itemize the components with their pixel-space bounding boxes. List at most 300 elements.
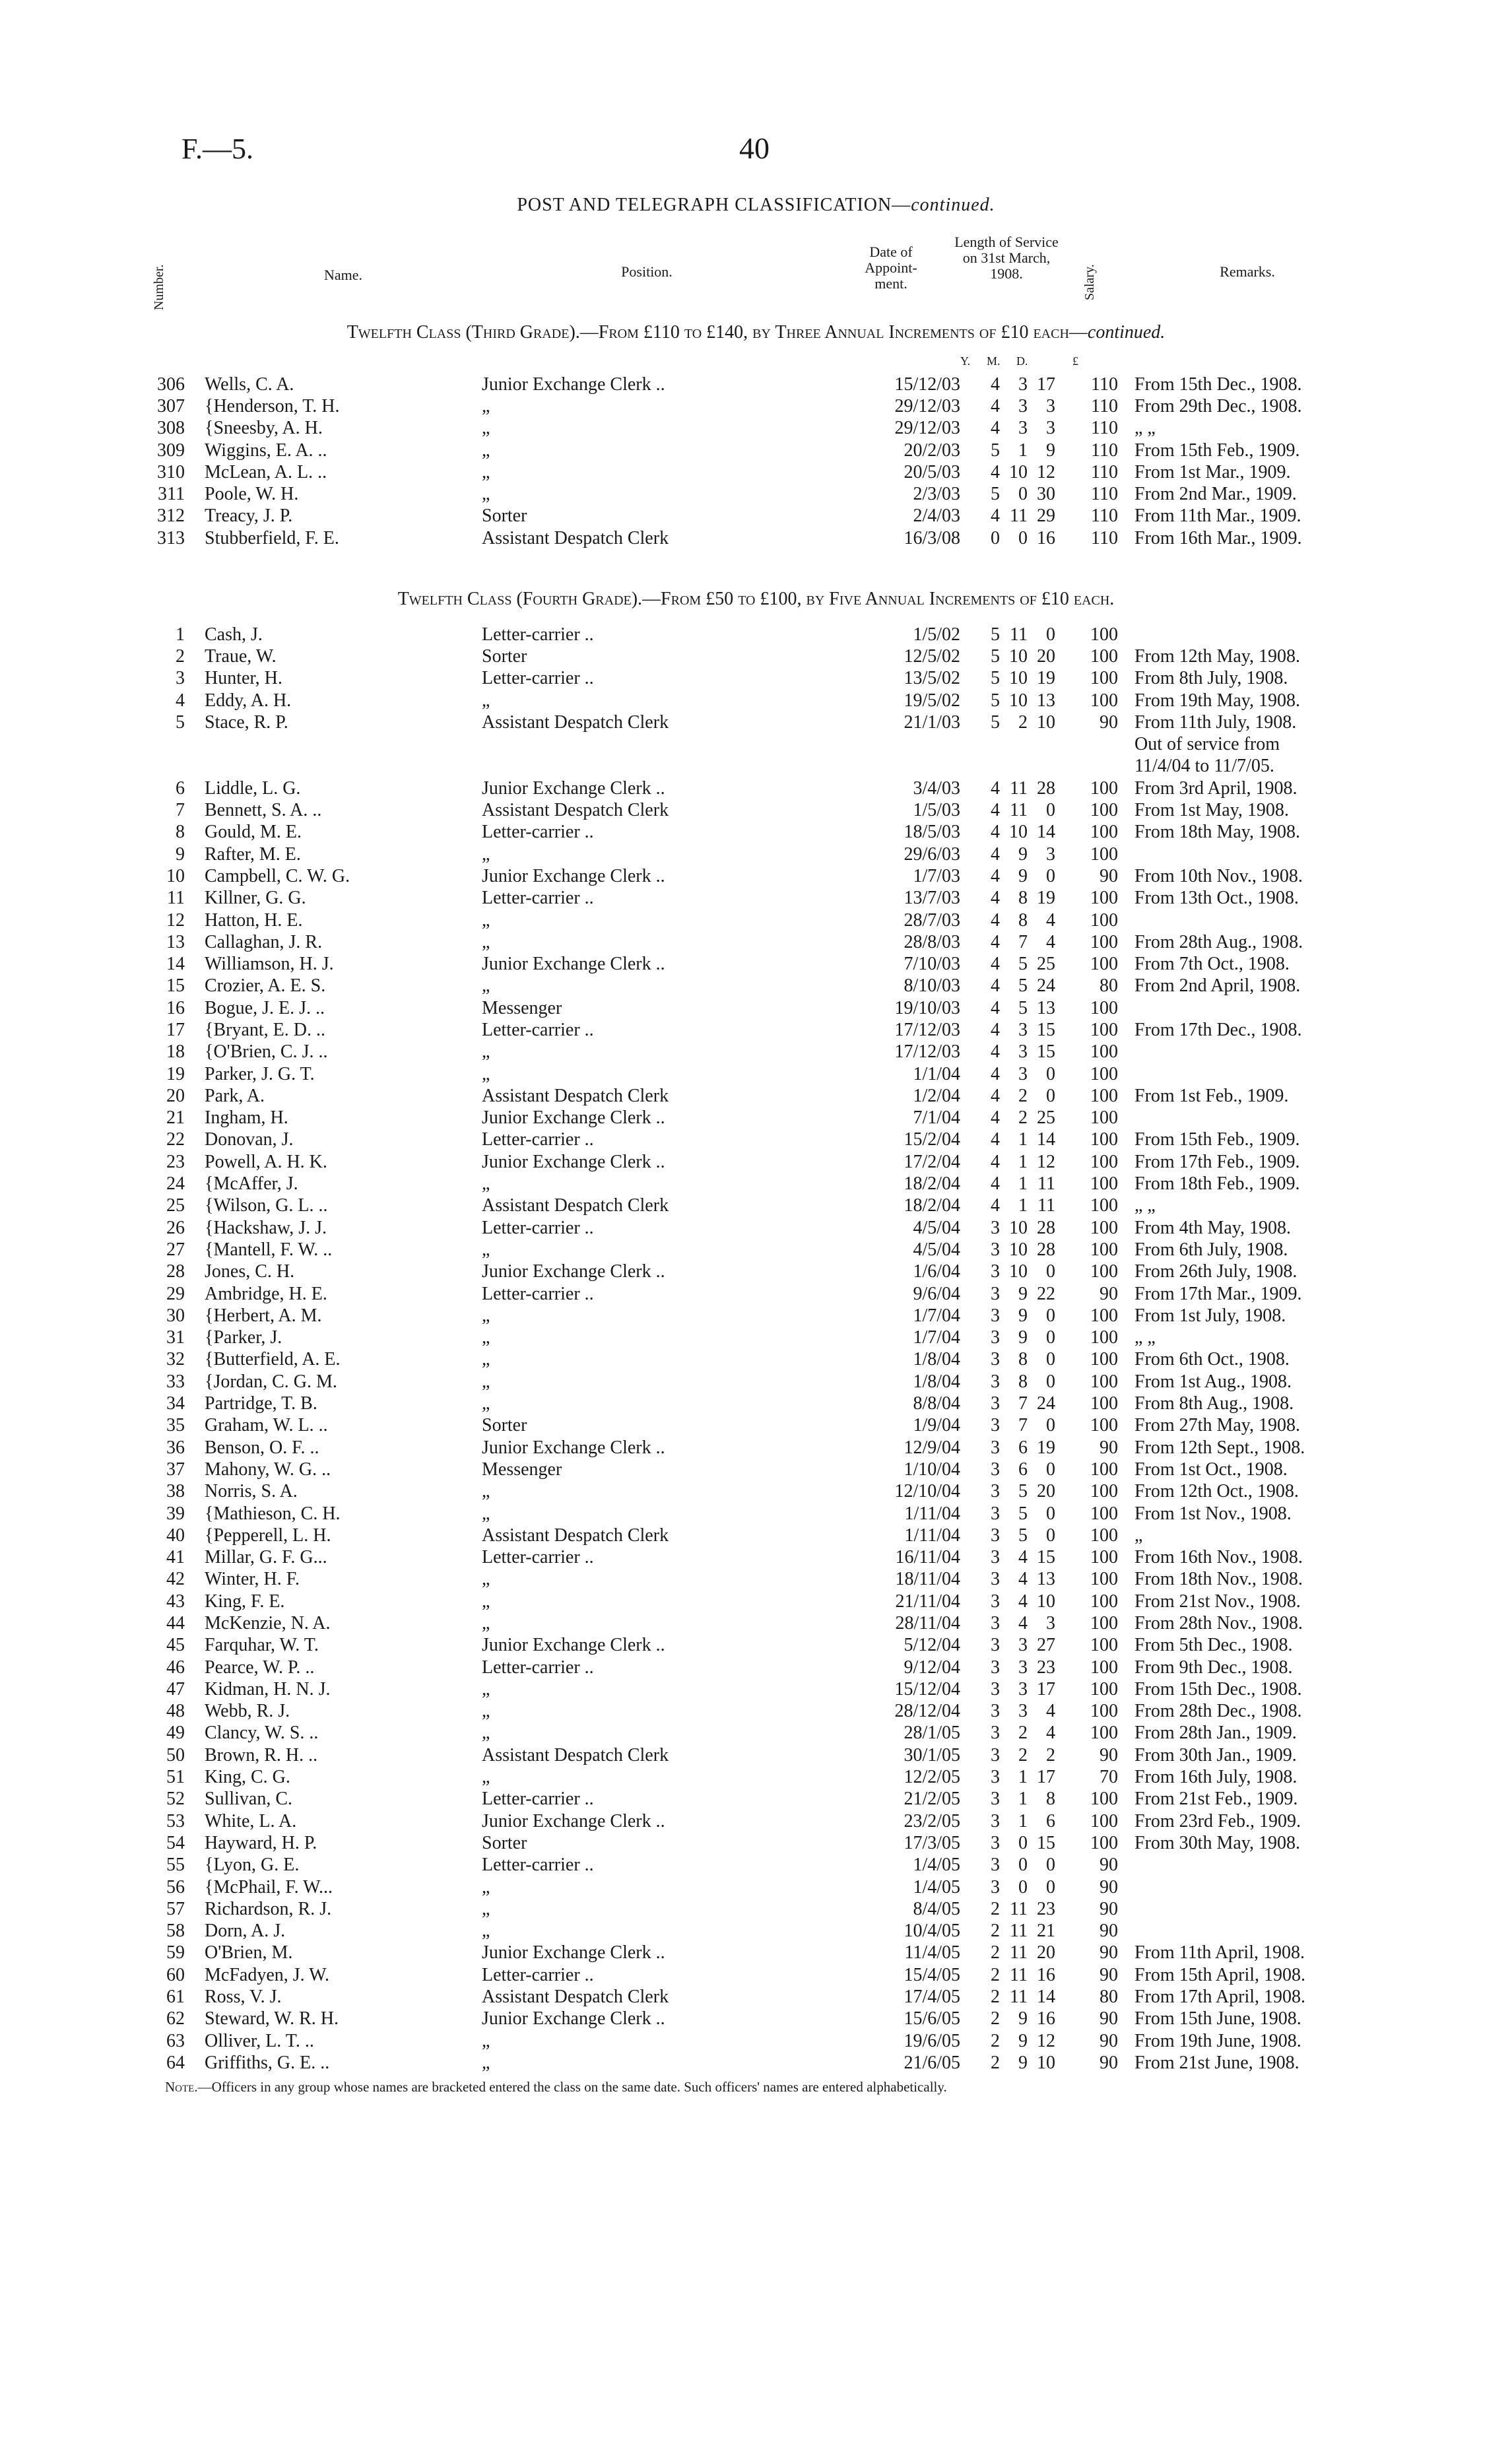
cell-rem: 11/4/04 to 11/7/05.: [1134, 756, 1274, 777]
cell-pos: Junior Exchange Clerk ..: [482, 2008, 665, 2029]
cell-m: 11: [1010, 1942, 1028, 1963]
cell-sal: 90: [1100, 1283, 1118, 1304]
cell-name: {Pepperell, L. H.: [205, 1525, 331, 1546]
table-row: [0, 822, 1412, 843]
cell-rem: From 21st Feb., 1909.: [1134, 1789, 1298, 1810]
cell-sal: 100: [1090, 1107, 1118, 1129]
cell-m: 0: [1018, 527, 1028, 548]
cell-n: 60: [166, 1964, 185, 1985]
cell-m: 3: [1018, 1657, 1028, 1678]
table-row: [0, 1415, 1412, 1437]
cell-pos: Sorter: [482, 645, 527, 667]
cell-y: 5: [991, 645, 1000, 667]
cell-n: 13: [166, 931, 185, 952]
cell-d: 9: [1046, 440, 1055, 461]
cell-date: 7/1/04: [913, 1107, 960, 1129]
cell-pos: „: [482, 1327, 490, 1348]
cell-date: 1/7/04: [913, 1327, 960, 1348]
cell-rem: From 26th July, 1908.: [1134, 1261, 1298, 1282]
cell-pos: Messenger: [482, 997, 562, 1018]
cell-n: 4: [176, 690, 185, 711]
cell-pos: „: [482, 1371, 490, 1392]
cell-m: 5: [1018, 1481, 1028, 1502]
cell-sal: 100: [1090, 1613, 1118, 1633]
cell-d: 0: [1046, 1855, 1055, 1876]
cell-n: 46: [166, 1657, 185, 1678]
cell-sal: 100: [1090, 1591, 1118, 1612]
cell-y: 3: [991, 1437, 1000, 1458]
cell-date: 1/8/04: [913, 1349, 960, 1370]
cell-name: {Jordan, C. G. M.: [205, 1371, 337, 1392]
cell-d: 10: [1037, 2052, 1055, 2073]
cell-m: 5: [1018, 975, 1028, 997]
cell-pos: „: [482, 1613, 490, 1633]
cell-date: 16/11/04: [895, 1547, 960, 1568]
table-row: [0, 1855, 1412, 1876]
cell-rem: From 11th April, 1908.: [1134, 1942, 1305, 1963]
cell-m: 11: [1010, 800, 1028, 821]
table-row: [0, 1261, 1412, 1283]
cell-pos: „: [482, 931, 490, 952]
cell-n: 31: [166, 1327, 185, 1348]
cell-n: 33: [166, 1371, 185, 1392]
cell-sal: 100: [1090, 997, 1118, 1018]
cell-sal: 90: [1100, 1437, 1118, 1458]
cell-n: 36: [166, 1437, 185, 1458]
unit-pound: £: [1072, 354, 1078, 368]
cell-m: 11: [1010, 1898, 1028, 1919]
cell-n: 5: [176, 711, 185, 733]
cell-sal: 100: [1090, 1547, 1118, 1568]
cell-m: 10: [1009, 690, 1028, 711]
table-row: [0, 1327, 1412, 1349]
cell-pos: „: [482, 1723, 490, 1744]
cell-n: 51: [166, 1767, 185, 1788]
cell-y: 3: [991, 1239, 1000, 1260]
cell-rem: From 21st Nov., 1908.: [1134, 1591, 1301, 1612]
cell-n: 53: [166, 1810, 185, 1831]
cell-pos: „: [482, 1173, 490, 1195]
cell-date: 18/5/03: [904, 822, 960, 843]
cell-m: 10: [1009, 1239, 1028, 1260]
cell-m: 4: [1018, 1613, 1028, 1633]
cell-sal: 90: [1100, 2008, 1118, 2029]
cell-name: Parker, J. G. T.: [205, 1063, 315, 1084]
cell-y: 4: [991, 888, 1000, 909]
cell-y: 4: [991, 997, 1000, 1018]
table-row: [0, 1019, 1412, 1041]
cell-name: {Mantell, F. W. ..: [205, 1239, 333, 1260]
cell-name: Partridge, T. B.: [205, 1393, 317, 1414]
table-row: [0, 2030, 1412, 2052]
cell-name: Killner, G. G.: [205, 888, 306, 909]
cell-pos: Assistant Despatch Clerk: [482, 527, 669, 548]
cell-name: Gould, M. E.: [205, 822, 302, 843]
cell-pos: Letter-carrier ..: [482, 1129, 594, 1150]
cell-y: [980, 733, 1000, 755]
cell-sal: 100: [1090, 645, 1118, 667]
cell-d: 0: [1046, 1503, 1055, 1524]
cell-rem: From 11th Mar., 1909.: [1134, 506, 1301, 527]
cell-n: 14: [166, 954, 185, 975]
unit-m: M.: [987, 354, 1001, 368]
cell-date: [855, 756, 980, 777]
cell-d: 27: [1037, 1635, 1055, 1656]
cell-d: 3: [1046, 418, 1055, 439]
cell-n: 8: [176, 822, 185, 843]
cell-y: 2: [991, 1942, 1000, 1963]
cell-rem: [1134, 1898, 1412, 1920]
cell-m: 1: [1018, 1129, 1028, 1150]
cell-y: 3: [991, 1678, 1000, 1699]
cell-date: 28/7/03: [904, 909, 960, 931]
cell-n: 45: [166, 1635, 185, 1656]
cell-date: 17/2/04: [904, 1151, 960, 1172]
cell-n: 21: [166, 1107, 185, 1129]
cell-date: 15/2/04: [904, 1129, 960, 1150]
cell-pos: Letter-carrier ..: [482, 1547, 594, 1568]
cell-y: 4: [991, 418, 1000, 439]
cell-pos: Letter-carrier ..: [482, 1789, 594, 1810]
cell-pos: Junior Exchange Clerk ..: [482, 777, 665, 799]
table-row: [0, 374, 1412, 395]
cell-name: {Bryant, E. D. ..: [205, 1019, 325, 1040]
cell-y: 5: [991, 624, 1000, 645]
cell-date: 30/1/05: [904, 1744, 960, 1765]
cell-date: 10/4/05: [904, 1921, 960, 1942]
cell-d: 21: [1037, 1921, 1055, 1942]
table-row: [0, 1612, 1412, 1634]
cell-d: 25: [1037, 954, 1055, 975]
cell-n: 11: [167, 888, 185, 909]
cell-m: 8: [1018, 1371, 1028, 1392]
page-number: 40: [739, 131, 770, 165]
cell-n: 1: [176, 624, 185, 645]
cell-y: 4: [991, 506, 1000, 527]
cell-y: 2: [991, 1987, 1000, 2008]
cell-y: 3: [991, 1525, 1000, 1546]
cell-pos: „: [482, 1349, 490, 1370]
cell-m: 3: [1018, 1019, 1028, 1040]
cell-sal: 100: [1090, 1459, 1118, 1480]
cell-rem: From 15th Dec., 1908.: [1134, 374, 1302, 395]
table-row: [0, 1591, 1412, 1612]
cell-date: 28/1/05: [904, 1723, 960, 1744]
cell-sal: 100: [1090, 954, 1118, 975]
cell-sal: 100: [1090, 1415, 1118, 1436]
cell-m: 7: [1018, 1415, 1028, 1436]
cell-d: 15: [1037, 1832, 1055, 1853]
cell-date: 1/9/04: [913, 1415, 960, 1436]
cell-d: 0: [1046, 624, 1055, 645]
cell-n: 2: [176, 645, 185, 667]
cell-name: O'Brien, M.: [205, 1942, 293, 1963]
cell-y: 4: [991, 1019, 1000, 1040]
table-row: [0, 527, 1412, 549]
cell-y: 4: [991, 800, 1000, 821]
cell-m: 5: [1018, 1525, 1028, 1546]
cell-name: Treacy, J. P.: [205, 506, 293, 527]
cell-y: 4: [991, 374, 1000, 395]
cell-d: 0: [1046, 1327, 1055, 1348]
table-row: [0, 1503, 1412, 1525]
cell-rem: From 5th Dec., 1908.: [1134, 1635, 1293, 1656]
cell-pos: Letter-carrier ..: [482, 624, 594, 645]
cell-m: 11: [1010, 777, 1028, 799]
cell-d: 0: [1046, 1876, 1055, 1897]
cell-m: 9: [1018, 1305, 1028, 1326]
cell-y: 4: [991, 1195, 1000, 1216]
cell-name: McLean, A. L. ..: [205, 461, 327, 482]
cell-date: 1/8/04: [913, 1371, 960, 1392]
cell-rem: From 1st Nov., 1908.: [1134, 1503, 1292, 1524]
cell-d: 11: [1037, 1173, 1055, 1195]
cell-y: 4: [991, 954, 1000, 975]
cell-date: 21/6/05: [904, 2052, 960, 2073]
cell-rem: From 8th Aug., 1908.: [1134, 1393, 1294, 1414]
cell-d: 0: [1046, 1371, 1055, 1392]
cell-y: 3: [991, 1767, 1000, 1788]
cell-m: 5: [1018, 1503, 1028, 1524]
cell-rem: From 16th Nov., 1908.: [1134, 1547, 1303, 1568]
cell-y: 3: [991, 1305, 1000, 1326]
cell-m: 0: [1018, 1832, 1028, 1853]
cell-date: 1/10/04: [904, 1459, 960, 1480]
cell-d: 28: [1037, 1217, 1055, 1238]
cell-date: 4/5/04: [913, 1217, 960, 1238]
cell-m: 3: [1018, 418, 1028, 439]
cell-rem: From 18th Nov., 1908.: [1134, 1569, 1303, 1590]
cell-name: Poole, W. H.: [205, 484, 299, 505]
table-row: [0, 777, 1412, 799]
table-row: [0, 975, 1412, 997]
cell-name: Callaghan, J. R.: [205, 931, 323, 952]
cell-sal: [1055, 733, 1134, 755]
cell-d: 12: [1037, 1151, 1055, 1172]
table-row: [0, 1701, 1412, 1723]
cell-sal: 100: [1090, 1173, 1118, 1195]
cell-d: 15: [1037, 1041, 1055, 1063]
cell-pos: Junior Exchange Clerk ..: [482, 374, 665, 395]
cell-pos: „: [482, 1898, 490, 1919]
cell-pos: Junior Exchange Clerk ..: [482, 954, 665, 975]
cell-sal: 100: [1090, 931, 1118, 952]
cell-n: 35: [166, 1415, 185, 1436]
cell-rem: [1134, 1921, 1412, 1942]
cell-d: 10: [1037, 1591, 1055, 1612]
cell-d: 0: [1046, 1063, 1055, 1084]
cell-sal: 110: [1091, 395, 1118, 416]
cell-name: Ross, V. J.: [205, 1987, 282, 2008]
cell-n: 56: [166, 1876, 185, 1897]
cell-m: 9: [1018, 843, 1028, 865]
cell-date: 7/10/03: [904, 954, 960, 975]
cell-m: 11: [1010, 624, 1028, 645]
cell-y: 4: [991, 909, 1000, 931]
cell-n: 41: [166, 1547, 185, 1568]
table-row: [0, 1195, 1412, 1217]
cell-rem: From 1st Oct., 1908.: [1134, 1459, 1288, 1480]
cell-y: 3: [991, 1393, 1000, 1414]
cell-sal: 100: [1090, 1481, 1118, 1502]
cell-rem: From 2nd April, 1908.: [1134, 975, 1301, 997]
cell-m: 5: [1018, 997, 1028, 1018]
cell-pos: „: [482, 843, 490, 865]
cell-m: 9: [1018, 2030, 1028, 2051]
cell-sal: 100: [1090, 1217, 1118, 1238]
cell-name: Stace, R. P.: [205, 711, 288, 733]
cell-name: Millar, G. F. G...: [205, 1547, 327, 1568]
cell-name: Ambridge, H. E.: [205, 1283, 327, 1304]
cell-pos: Messenger: [482, 1459, 562, 1480]
cell-sal: 100: [1090, 668, 1118, 689]
cell-sal: 100: [1090, 909, 1118, 931]
cell-name: Bennett, S. A. ..: [205, 800, 322, 821]
cell-d: 0: [1046, 1525, 1055, 1546]
cell-rem: From 15th April, 1908.: [1134, 1964, 1306, 1985]
cell-d: 13: [1037, 690, 1055, 711]
cell-y: 2: [991, 1964, 1000, 1985]
cell-y: 4: [991, 461, 1000, 482]
table-row: [0, 756, 1412, 777]
cell-date: 1/1/04: [913, 1063, 960, 1084]
cell-name: {McAffer, J.: [205, 1173, 298, 1195]
cell-n: 311: [158, 484, 185, 505]
table-row: [0, 395, 1412, 417]
cell-d: 14: [1037, 1129, 1055, 1150]
cell-date: 19/10/03: [894, 997, 960, 1018]
table-row: [0, 1678, 1412, 1700]
header-date: Date of Appoint-ment.: [865, 244, 917, 292]
cell-y: 4: [991, 1173, 1000, 1195]
cell-date: 23/2/05: [904, 1810, 960, 1831]
table-row: [0, 645, 1412, 667]
cell-pos: „: [482, 1767, 490, 1788]
cell-m: 3: [1018, 374, 1028, 395]
cell-rem: From 3rd April, 1908.: [1134, 777, 1298, 799]
table-row: [0, 1744, 1412, 1766]
page-title: [0, 195, 1512, 216]
cell-sal: 100: [1090, 690, 1118, 711]
table-row: [0, 1437, 1412, 1459]
cell-rem: From 1st Feb., 1909.: [1134, 1085, 1289, 1106]
cell-name: {Lyon, G. E.: [205, 1855, 300, 1876]
cell-y: 3: [991, 1855, 1000, 1876]
table-row: [0, 1921, 1412, 1942]
cell-rem: Out of service from: [1134, 734, 1280, 755]
cell-rem: [1134, 843, 1412, 865]
cell-y: 4: [991, 865, 1000, 886]
cell-pos: Letter-carrier ..: [482, 1283, 594, 1304]
cell-pos: Junior Exchange Clerk ..: [482, 1151, 665, 1172]
cell-pos: „: [482, 1305, 490, 1326]
table-row: [0, 865, 1412, 887]
cell-date: 28/8/03: [904, 931, 960, 952]
cell-n: 34: [166, 1393, 185, 1414]
cell-d: 14: [1037, 1987, 1055, 2008]
cell-rem: From 7th Oct., 1908.: [1134, 954, 1290, 975]
cell-name: Stubberfield, F. E.: [205, 527, 339, 548]
cell-sal: 90: [1100, 2052, 1118, 2073]
cell-n: 59: [166, 1942, 185, 1963]
cell-pos: Sorter: [482, 1415, 527, 1436]
cell-rem: From 6th July, 1908.: [1134, 1239, 1288, 1260]
cell-sal: 100: [1090, 843, 1118, 865]
cell-rem: From 13th Oct., 1908.: [1134, 888, 1299, 909]
cell-name: Campbell, C. W. G.: [205, 865, 350, 886]
cell-sal: 90: [1100, 865, 1118, 886]
cell-d: 10: [1037, 711, 1055, 733]
cell-n: 18: [166, 1041, 185, 1063]
table-row: [0, 1107, 1412, 1129]
cell-rem: From 1st July, 1908.: [1134, 1305, 1286, 1326]
cell-d: 6: [1046, 1810, 1055, 1831]
cell-d: 2: [1046, 1744, 1055, 1765]
cell-rem: „ „: [1134, 1195, 1156, 1216]
cell-n: 29: [166, 1283, 185, 1304]
cell-name: {Henderson, T. H.: [205, 395, 340, 416]
cell-d: 16: [1037, 2008, 1055, 2029]
cell-d: 0: [1046, 1459, 1055, 1480]
table-row: [0, 1657, 1412, 1678]
table-row: [0, 624, 1412, 645]
cell-m: 9: [1018, 865, 1028, 886]
cell-m: 10: [1009, 668, 1028, 689]
cell-d: 3: [1046, 843, 1055, 865]
cell-d: 22: [1037, 1283, 1055, 1304]
unit-d: D.: [1016, 354, 1028, 368]
cell-pos: Junior Exchange Clerk ..: [482, 1635, 665, 1656]
cell-date: 29/12/03: [894, 418, 960, 439]
cell-rem: „ „: [1134, 1327, 1156, 1348]
table-row: [0, 888, 1412, 909]
cell-sal: 80: [1100, 1987, 1118, 2008]
footnote: [165, 2079, 947, 2095]
cell-n: 28: [166, 1261, 185, 1282]
cell-d: 13: [1037, 997, 1055, 1018]
cell-rem: „: [1134, 1525, 1143, 1546]
header-name: Name.: [323, 267, 363, 283]
cell-rem: From 17th April, 1908.: [1134, 1987, 1306, 2008]
cell-n: 40: [166, 1525, 185, 1546]
cell-m: 4: [1018, 1591, 1028, 1612]
cell-pos: Junior Exchange Clerk ..: [482, 865, 665, 886]
cell-rem: From 15th Feb., 1909.: [1134, 1129, 1300, 1150]
cell-m: 11: [1010, 1921, 1028, 1942]
header-length: Length of Service on 31st March, 1908.: [954, 234, 1059, 282]
cell-date: 17/12/03: [894, 1041, 960, 1063]
cell-n: [0, 733, 205, 755]
cell-name: Jones, C. H.: [205, 1261, 295, 1282]
cell-rem: From 17th Mar., 1909.: [1134, 1283, 1302, 1304]
title-continued: continued.: [911, 195, 995, 215]
cell-sal: 100: [1090, 1041, 1118, 1063]
cell-m: 7: [1018, 931, 1028, 952]
cell-sal: 110: [1091, 484, 1118, 505]
cell-name: Norris, S. A.: [205, 1481, 298, 1502]
cell-y: 5: [991, 690, 1000, 711]
table-row: [0, 1635, 1412, 1657]
cell-n: 50: [166, 1744, 185, 1765]
cell-rem: From 18th Feb., 1909.: [1134, 1173, 1300, 1195]
cell-rem: From 12th Sept., 1908.: [1134, 1437, 1305, 1458]
cell-rem: From 15th Feb., 1909.: [1134, 440, 1300, 461]
cell-date: 28/12/04: [894, 1701, 960, 1722]
cell-name: Pearce, W. P. ..: [205, 1657, 315, 1678]
cell-pos: Letter-carrier ..: [482, 668, 594, 689]
cell-y: 3: [991, 1327, 1000, 1348]
cell-y: 4: [991, 843, 1000, 865]
